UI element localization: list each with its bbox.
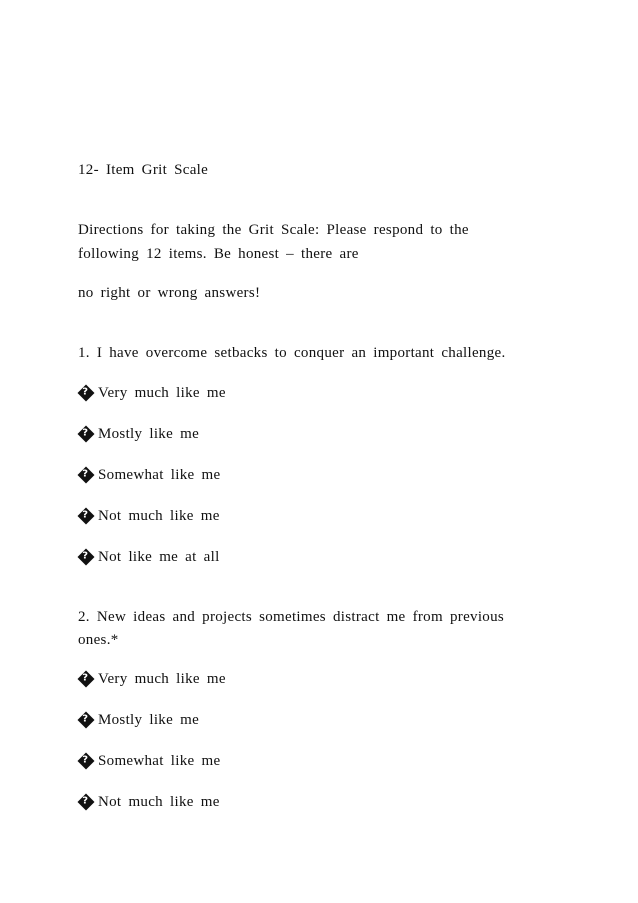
directions-line-1: Directions for taking the Grit Scale: Please respond to the: [78, 222, 469, 238]
option-label: Very much like me: [98, 385, 226, 401]
question-1-option-3[interactable]: [78, 466, 220, 484]
option-label: Somewhat like me: [98, 467, 221, 483]
replacement-character-icon: [78, 426, 95, 443]
question-1-option-4[interactable]: [78, 507, 220, 525]
document-title: 12- Item Grit Scale: [78, 162, 209, 178]
option-label: Not much like me: [98, 794, 220, 810]
question-2-option-3[interactable]: [78, 752, 220, 770]
replacement-character-icon: [78, 385, 95, 402]
directions-line-2: following 12 items. Be honest – there are: [78, 246, 359, 262]
question-2-text-line-1: 2. New ideas and projects sometimes distract me from previous: [78, 609, 505, 625]
option-label: Mostly like me: [98, 712, 200, 728]
replacement-character-icon: [78, 753, 95, 770]
replacement-character-icon: [78, 549, 95, 566]
question-1-text: 1. I have overcome setbacks to conquer an important challenge.: [78, 345, 506, 361]
replacement-character-icon: [78, 794, 95, 811]
replacement-character-icon: [78, 712, 95, 729]
replacement-character-icon: [78, 508, 95, 525]
question-2-text-line-2: ones.*: [78, 632, 119, 648]
option-label: Not like me at all: [98, 549, 220, 565]
question-1-option-2[interactable]: [78, 425, 199, 443]
replacement-character-icon: [78, 671, 95, 688]
option-label: Not much like me: [98, 508, 220, 524]
question-1-option-5[interactable]: [78, 548, 220, 566]
question-2-option-4[interactable]: [78, 793, 220, 811]
directions-line-3: no right or wrong answers!: [78, 285, 261, 301]
option-label: Very much like me: [98, 671, 226, 687]
replacement-character-icon: [78, 467, 95, 484]
question-2-option-1[interactable]: [78, 670, 226, 688]
question-2-option-2[interactable]: [78, 711, 199, 729]
option-label: Mostly like me: [98, 426, 200, 442]
question-1-option-1[interactable]: [78, 384, 226, 402]
option-label: Somewhat like me: [98, 753, 221, 769]
